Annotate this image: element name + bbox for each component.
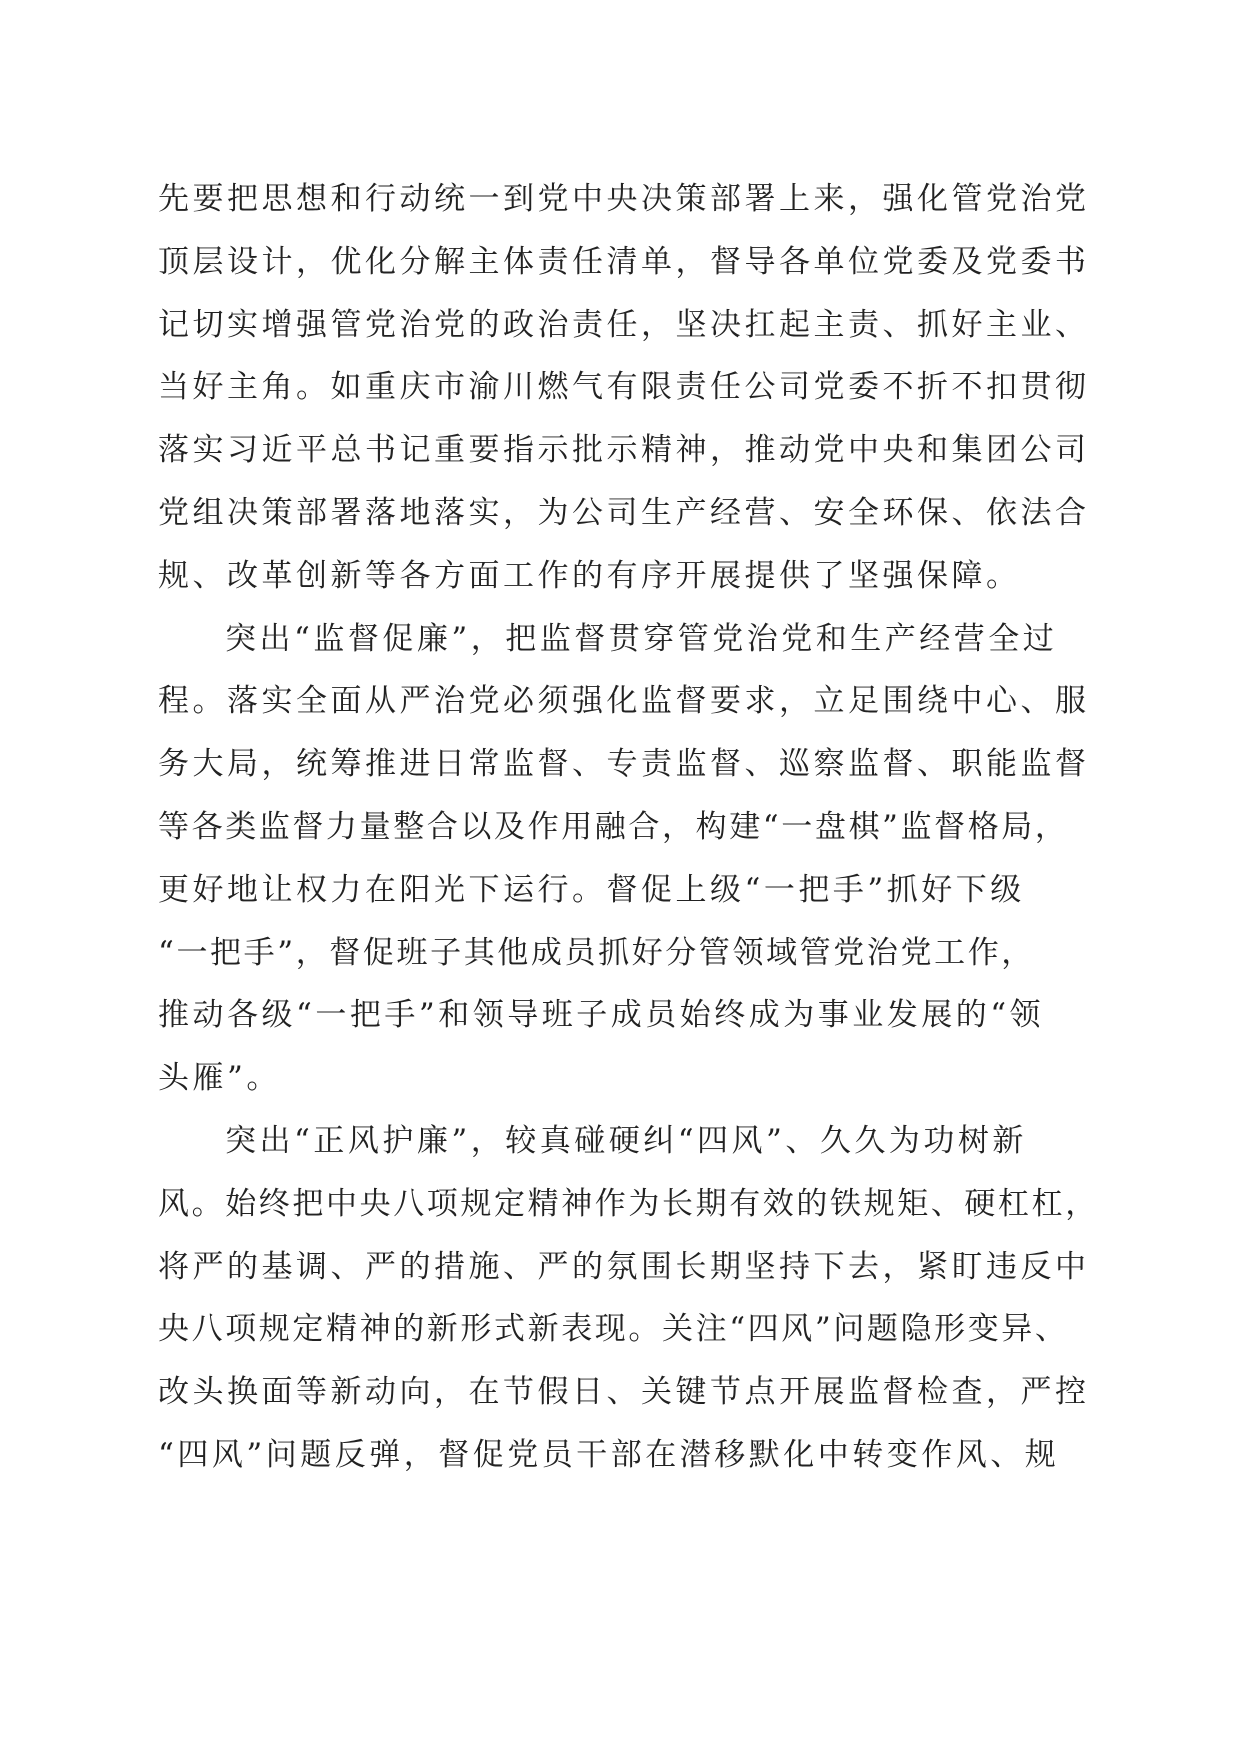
text-line: 规、改革创新等各方面工作的有序开展提供了坚强保障。: [158, 557, 1021, 594]
paragraph-2: [158, 608, 1090, 1110]
text-line: 落实习近平总书记重要指示批示精神，推动党中央和集团公司: [158, 432, 1090, 469]
text-line: 突出“监督促廉”，把监督贯穿管党治党和生产经营全过: [225, 620, 1058, 657]
text-line: 突出“正风护廉”，较真碰硬纠“四风”、久久为功树新: [225, 1122, 1027, 1159]
text-line: 推动各级“一把手”和领导班子成员始终成为事业发展的“领: [158, 997, 1045, 1034]
text-line: 务大局，统筹推进日常监督、专责监督、巡察监督、职能监督: [158, 746, 1090, 783]
text-line: 顶层设计，优化分解主体责任清单，督导各单位党委及党委书: [158, 243, 1090, 280]
document-body: [158, 168, 1099, 1487]
text-line: 等各类监督力量整合以及作用融合，构建“一盘棋”监督格局，: [158, 808, 1069, 845]
text-line: 当好主角。如重庆市渝川燃气有限责任公司党委不折不扣贯彻: [158, 369, 1090, 406]
text-line: 头雁”。: [158, 1060, 281, 1097]
text-line: 改头换面等新动向，在节假日、关键节点开展监督检查，严控: [158, 1374, 1090, 1411]
text-line: 央八项规定精神的新形式新表现。关注“四风”问题隐形变异、: [158, 1311, 1069, 1348]
text-line: 先要把思想和行动统一到党中央决策部署上来，强化管党治党: [158, 181, 1090, 217]
text-line: 记切实增强管党治党的政治责任，坚决扛起主责、抓好主业、: [158, 306, 1090, 343]
text-line: “一把手”，督促班子其他成员抓好分管领域管党治党工作，: [158, 934, 1035, 971]
text-line: 程。落实全面从严治党必须强化监督要求，立足围绕中心、服: [158, 683, 1090, 720]
text-line: 党组决策部署落地落实，为公司生产经营、安全环保、依法合: [158, 494, 1090, 531]
text-line: 将严的基调、严的措施、严的氛围长期坚持下去，紧盯违反中: [158, 1248, 1090, 1285]
text-line: 风。始终把中央八项规定精神作为长期有效的铁规矩、硬杠杠，: [158, 1185, 1099, 1222]
paragraph-3: [158, 1110, 1099, 1487]
text-line: “四风”问题反弹，督促党员干部在潜移默化中转变作风、规: [158, 1436, 1060, 1473]
paragraph-1: [158, 168, 1090, 608]
text-line: 更好地让权力在阳光下运行。督促上级“一把手”抓好下级: [158, 871, 1025, 908]
